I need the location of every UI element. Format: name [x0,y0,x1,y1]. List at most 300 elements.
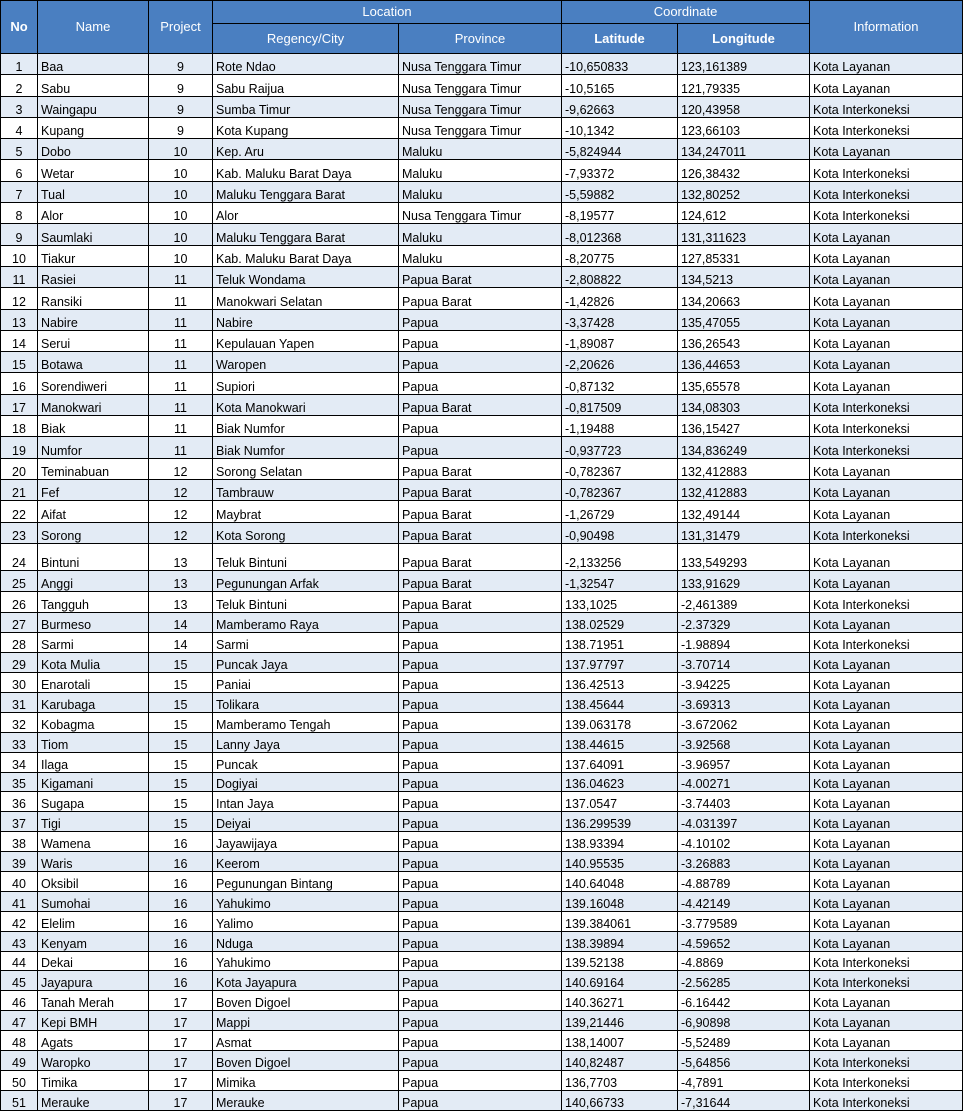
cell-longitude: -3.94225 [678,673,810,693]
cell-longitude: 134,247011 [678,139,810,160]
cell-project: 15 [149,792,213,812]
header-no: No [1,1,38,54]
cell-longitude: 133,91629 [678,570,810,591]
cell-latitude: -10,1342 [562,117,678,138]
table-row [1,330,963,351]
cell-latitude: 136.04623 [562,772,678,792]
cell-name: Kigamani [38,772,149,792]
cell-information: Kota Interkoneksi [810,181,963,202]
cell-regency: Jayawijaya [213,832,399,852]
cell-information: Kota Layanan [810,772,963,792]
table-row [1,633,963,653]
cell-information: Kota Layanan [810,752,963,772]
header-project: Project [149,1,213,54]
table-row [1,1070,963,1090]
cell-name: Rasiei [38,266,149,287]
cell-longitude: 135,65578 [678,373,810,394]
cell-project: 9 [149,117,213,138]
cell-latitude: 137.97797 [562,653,678,673]
cell-no: 22 [1,501,38,522]
table-row [1,1011,963,1031]
cell-province: Papua Barat [399,522,562,543]
cell-no: 43 [1,931,38,951]
cell-longitude: 136,26543 [678,330,810,351]
table-row [1,181,963,202]
table-row [1,54,963,75]
cell-information: Kota Interkoneksi [810,394,963,415]
cell-information: Kota Layanan [810,673,963,693]
cell-regency: Sumba Timur [213,96,399,117]
cell-regency: Boven Digoel [213,1051,399,1071]
cell-name: Kepi BMH [38,1011,149,1031]
cell-province: Papua [399,653,562,673]
cell-longitude: 134,5213 [678,266,810,287]
cell-regency: Teluk Bintuni [213,543,399,570]
cell-latitude: -5,59882 [562,181,678,202]
cell-no: 38 [1,832,38,852]
cell-province: Papua Barat [399,394,562,415]
table-row [1,160,963,181]
cell-information: Kota Layanan [810,911,963,931]
cell-regency: Tambrauw [213,479,399,500]
cell-no: 1 [1,54,38,75]
cell-longitude: -4.031397 [678,812,810,832]
cell-name: Dekai [38,951,149,971]
cell-no: 51 [1,1090,38,1110]
cell-latitude: -1,19488 [562,416,678,437]
cell-regency: Paniai [213,673,399,693]
cell-province: Nusa Tenggara Timur [399,96,562,117]
cell-longitude: -3.779589 [678,911,810,931]
cell-name: Sugapa [38,792,149,812]
cell-name: Waropko [38,1051,149,1071]
cell-latitude: 139.52138 [562,951,678,971]
cell-project: 16 [149,852,213,872]
cell-project: 14 [149,633,213,653]
cell-regency: Kab. Maluku Barat Daya [213,245,399,266]
table-header [1,1,963,54]
cell-name: Fef [38,479,149,500]
cell-project: 11 [149,394,213,415]
cell-name: Tigi [38,812,149,832]
cell-latitude: 136.299539 [562,812,678,832]
cell-regency: Alor [213,203,399,224]
cell-project: 17 [149,1090,213,1110]
table-row [1,991,963,1011]
cell-name: Ransiki [38,288,149,309]
cell-longitude: -4.10102 [678,832,810,852]
cell-name: Botawa [38,352,149,373]
cell-name: Kobagma [38,712,149,732]
cell-latitude: 136.42513 [562,673,678,693]
cell-province: Papua [399,812,562,832]
cell-regency: Nabire [213,309,399,330]
cell-project: 15 [149,692,213,712]
cell-name: Timika [38,1070,149,1090]
cell-regency: Sabu Raijua [213,75,399,96]
cell-longitude: -4.59652 [678,931,810,951]
cell-longitude: -4,7891 [678,1070,810,1090]
cell-information: Kota Interkoneksi [810,1051,963,1071]
cell-information: Kota Interkoneksi [810,203,963,224]
cell-latitude: -0,937723 [562,437,678,458]
cell-no: 31 [1,692,38,712]
cell-no: 21 [1,479,38,500]
cell-information: Kota Layanan [810,653,963,673]
cell-project: 9 [149,75,213,96]
cell-project: 13 [149,543,213,570]
cell-name: Burmeso [38,613,149,633]
cell-longitude: 132,412883 [678,479,810,500]
cell-regency: Kota Jayapura [213,971,399,991]
cell-longitude: 136,44653 [678,352,810,373]
cell-no: 41 [1,891,38,911]
cell-no: 4 [1,117,38,138]
cell-latitude: 137.64091 [562,752,678,772]
cell-longitude: 127,85331 [678,245,810,266]
cell-no: 9 [1,224,38,245]
cell-no: 28 [1,633,38,653]
cell-latitude: -3,37428 [562,309,678,330]
cell-longitude: -3.96957 [678,752,810,772]
cell-latitude: 139.384061 [562,911,678,931]
header-regency: Regency/City [213,24,399,54]
cell-province: Papua [399,1011,562,1031]
cell-regency: Tolikara [213,692,399,712]
cell-longitude: 134,08303 [678,394,810,415]
cell-longitude: 121,79335 [678,75,810,96]
cell-longitude: -2.37329 [678,613,810,633]
cell-latitude: -8,19577 [562,203,678,224]
cell-project: 15 [149,673,213,693]
cell-information: Kota Layanan [810,712,963,732]
header-coordinate: Coordinate [562,1,810,24]
cell-name: Saumlaki [38,224,149,245]
table-row [1,245,963,266]
cell-no: 13 [1,309,38,330]
cell-name: Jayapura [38,971,149,991]
cell-no: 32 [1,712,38,732]
cell-province: Papua [399,692,562,712]
cell-longitude: 134,20663 [678,288,810,309]
cell-regency: Mimika [213,1070,399,1090]
cell-province: Papua [399,437,562,458]
table-row [1,458,963,479]
cell-longitude: 123,161389 [678,54,810,75]
cell-regency: Deiyai [213,812,399,832]
cell-no: 8 [1,203,38,224]
cell-province: Maluku [399,139,562,160]
cell-no: 7 [1,181,38,202]
table-body [1,54,963,1111]
cell-information: Kota Layanan [810,792,963,812]
cell-project: 15 [149,732,213,752]
cell-province: Papua [399,1090,562,1110]
cell-name: Wamena [38,832,149,852]
cell-name: Aifat [38,501,149,522]
table-row [1,792,963,812]
header-province: Province [399,24,562,54]
cell-name: Manokwari [38,394,149,415]
cell-latitude: -5,824944 [562,139,678,160]
cell-latitude: -0,817509 [562,394,678,415]
cell-project: 14 [149,613,213,633]
cell-longitude: -2.56285 [678,971,810,991]
cell-province: Papua [399,352,562,373]
cell-regency: Lanny Jaya [213,732,399,752]
table-row [1,570,963,591]
cell-no: 34 [1,752,38,772]
cell-latitude: 140,66733 [562,1090,678,1110]
cell-no: 44 [1,951,38,971]
table-row [1,479,963,500]
cell-name: Kota Mulia [38,653,149,673]
cell-no: 15 [1,352,38,373]
cell-latitude: 139.063178 [562,712,678,732]
table-row [1,1051,963,1071]
table-row [1,117,963,138]
cell-latitude: 133,1025 [562,592,678,613]
cell-longitude: -3.92568 [678,732,810,752]
cell-name: Agats [38,1031,149,1051]
cell-regency: Supiori [213,373,399,394]
cell-information: Kota Layanan [810,139,963,160]
table-row [1,772,963,792]
cell-longitude: -5,64856 [678,1051,810,1071]
cell-project: 11 [149,330,213,351]
cell-no: 11 [1,266,38,287]
cell-longitude: 132,80252 [678,181,810,202]
cell-province: Maluku [399,245,562,266]
cell-information: Kota Layanan [810,692,963,712]
cell-project: 16 [149,891,213,911]
table-row [1,613,963,633]
cell-regency: Kota Sorong [213,522,399,543]
cell-province: Papua [399,971,562,991]
cell-project: 10 [149,139,213,160]
cell-name: Biak [38,416,149,437]
cell-name: Elelim [38,911,149,931]
table-row [1,437,963,458]
cell-province: Papua [399,1051,562,1071]
cell-name: Sorendiweri [38,373,149,394]
cell-information: Kota Layanan [810,891,963,911]
cell-no: 35 [1,772,38,792]
cell-province: Papua [399,330,562,351]
table-row [1,832,963,852]
cell-latitude: -1,32547 [562,570,678,591]
cell-project: 12 [149,522,213,543]
cell-name: Nabire [38,309,149,330]
cell-no: 17 [1,394,38,415]
table-row [1,812,963,832]
cell-regency: Nduga [213,931,399,951]
cell-information: Kota Interkoneksi [810,117,963,138]
cell-province: Maluku [399,224,562,245]
cell-province: Papua Barat [399,592,562,613]
cell-regency: Kepulauan Yapen [213,330,399,351]
cell-information: Kota Layanan [810,1031,963,1051]
table-row [1,373,963,394]
cell-latitude: -10,5165 [562,75,678,96]
cell-project: 12 [149,458,213,479]
cell-regency: Kab. Maluku Barat Daya [213,160,399,181]
cell-project: 17 [149,1011,213,1031]
cell-name: Wetar [38,160,149,181]
cell-province: Papua [399,1031,562,1051]
cell-no: 33 [1,732,38,752]
cell-latitude: -8,20775 [562,245,678,266]
cell-province: Papua Barat [399,266,562,287]
cell-no: 40 [1,872,38,892]
cell-project: 10 [149,224,213,245]
cell-regency: Manokwari Selatan [213,288,399,309]
cell-regency: Boven Digoel [213,991,399,1011]
table-row [1,1090,963,1110]
cell-no: 29 [1,653,38,673]
cell-regency: Teluk Wondama [213,266,399,287]
cell-project: 15 [149,653,213,673]
cell-no: 30 [1,673,38,693]
cell-name: Numfor [38,437,149,458]
cell-name: Waingapu [38,96,149,117]
cell-information: Kota Interkoneksi [810,951,963,971]
cell-name: Tangguh [38,592,149,613]
cell-regency: Kep. Aru [213,139,399,160]
cell-no: 23 [1,522,38,543]
cell-province: Papua Barat [399,479,562,500]
cell-latitude: -1,42826 [562,288,678,309]
cell-project: 10 [149,160,213,181]
cell-regency: Asmat [213,1031,399,1051]
cell-project: 9 [149,96,213,117]
header-information: Information [810,1,963,54]
cell-latitude: 138.44615 [562,732,678,752]
cell-province: Maluku [399,160,562,181]
cell-latitude: -2,808822 [562,266,678,287]
cell-regency: Keerom [213,852,399,872]
cell-project: 15 [149,712,213,732]
cell-information: Kota Layanan [810,931,963,951]
table-row [1,911,963,931]
cell-province: Papua [399,1070,562,1090]
cell-name: Kupang [38,117,149,138]
cell-longitude: -3.70714 [678,653,810,673]
table-row [1,891,963,911]
cell-longitude: 134,836249 [678,437,810,458]
table-row [1,971,963,991]
cell-province: Papua Barat [399,543,562,570]
cell-latitude: -0,782367 [562,458,678,479]
cell-latitude: -0,782367 [562,479,678,500]
cell-longitude: 120,43958 [678,96,810,117]
cell-project: 17 [149,1051,213,1071]
table-row [1,1031,963,1051]
cell-latitude: 138,14007 [562,1031,678,1051]
cell-longitude: -6.16442 [678,991,810,1011]
table-row [1,75,963,96]
cell-project: 16 [149,971,213,991]
cell-regency: Maluku Tenggara Barat [213,181,399,202]
cell-name: Tual [38,181,149,202]
cell-latitude: -9,62663 [562,96,678,117]
cell-information: Kota Layanan [810,245,963,266]
table-row [1,673,963,693]
cell-longitude: -2,461389 [678,592,810,613]
cell-latitude: 138.71951 [562,633,678,653]
table-row [1,752,963,772]
cell-regency: Sarmi [213,633,399,653]
cell-no: 48 [1,1031,38,1051]
cell-longitude: -1.98894 [678,633,810,653]
table-row [1,732,963,752]
cell-information: Kota Layanan [810,570,963,591]
cell-regency: Dogiyai [213,772,399,792]
cell-information: Kota Layanan [810,54,963,75]
table-row [1,309,963,330]
cell-no: 26 [1,592,38,613]
table-row [1,712,963,732]
cell-name: Dobo [38,139,149,160]
cell-longitude: -4.88789 [678,872,810,892]
table-row [1,951,963,971]
cell-regency: Puncak Jaya [213,653,399,673]
cell-information: Kota Interkoneksi [810,1070,963,1090]
cell-no: 19 [1,437,38,458]
cell-longitude: 133,549293 [678,543,810,570]
cell-name: Enarotali [38,673,149,693]
table-row [1,139,963,160]
cell-no: 14 [1,330,38,351]
cell-information: Kota Layanan [810,543,963,570]
table-row [1,543,963,570]
cell-name: Tiakur [38,245,149,266]
cell-regency: Maluku Tenggara Barat [213,224,399,245]
table-row [1,653,963,673]
table-row [1,692,963,712]
cell-no: 20 [1,458,38,479]
cell-latitude: 138.39894 [562,931,678,951]
table-row [1,592,963,613]
cell-name: Ilaga [38,752,149,772]
cell-information: Kota Layanan [810,224,963,245]
cell-information: Kota Layanan [810,732,963,752]
cell-no: 36 [1,792,38,812]
cell-no: 6 [1,160,38,181]
cell-latitude: -2,20626 [562,352,678,373]
cell-information: Kota Layanan [810,309,963,330]
cell-regency: Biak Numfor [213,416,399,437]
cell-information: Kota Layanan [810,832,963,852]
cell-longitude: -3.672062 [678,712,810,732]
cell-information: Kota Layanan [810,1011,963,1031]
cell-province: Papua [399,832,562,852]
cell-project: 10 [149,203,213,224]
cell-information: Kota Interkoneksi [810,416,963,437]
cell-no: 12 [1,288,38,309]
cell-regency: Yahukimo [213,951,399,971]
cell-latitude: 140.36271 [562,991,678,1011]
cell-province: Papua Barat [399,458,562,479]
cell-province: Papua [399,772,562,792]
cell-longitude: -3.74403 [678,792,810,812]
cell-latitude: 138.93394 [562,832,678,852]
cell-information: Kota Layanan [810,852,963,872]
cell-project: 16 [149,911,213,931]
cell-information: Kota Interkoneksi [810,437,963,458]
cell-regency: Merauke [213,1090,399,1110]
cell-name: Oksibil [38,872,149,892]
